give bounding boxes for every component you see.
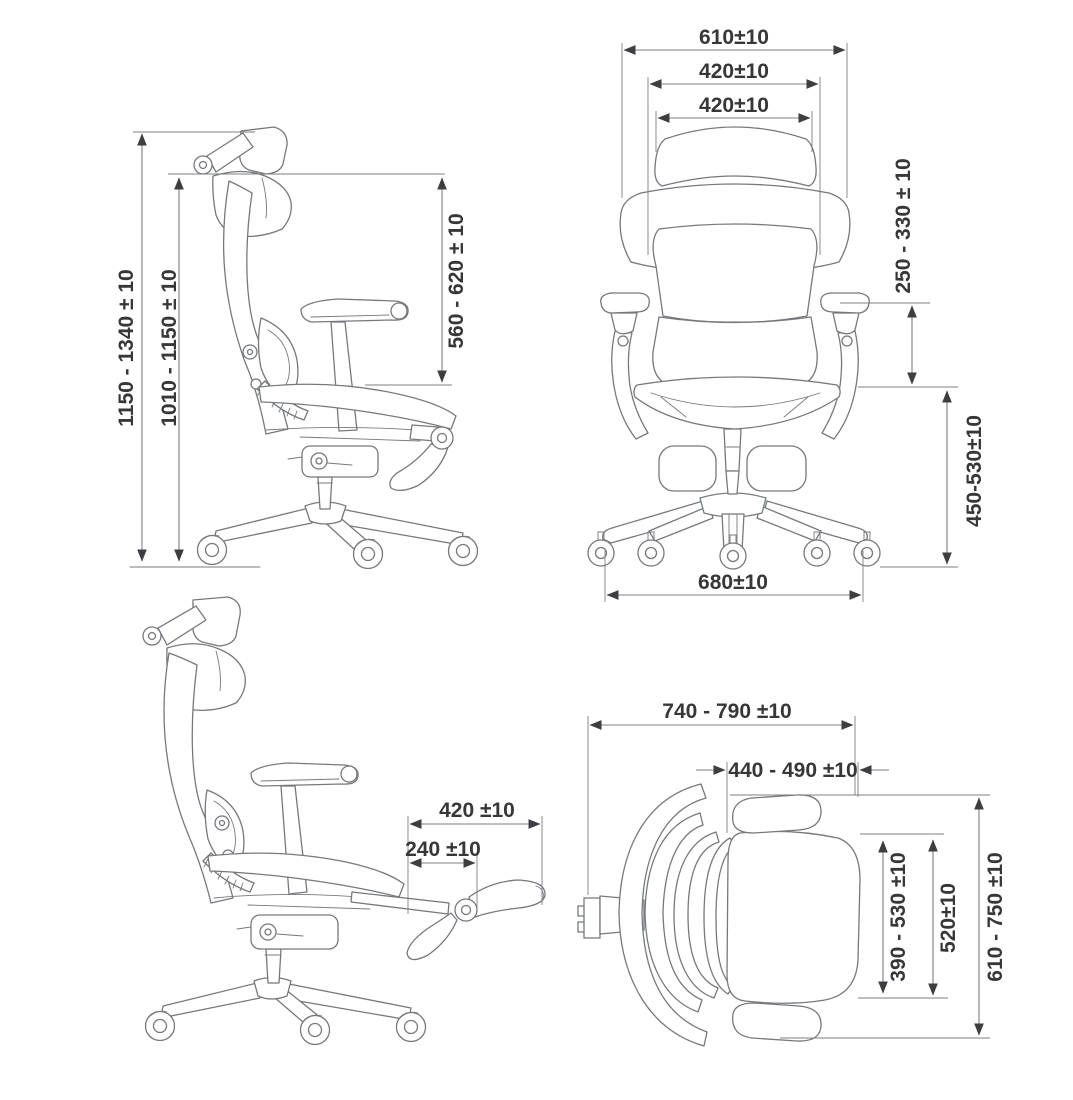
- dim-seat-height-label: 450-530±10: [963, 415, 986, 527]
- footrest-pad-left: [659, 446, 716, 491]
- dim-overall-depth-label: 740 - 790 ±10: [662, 700, 792, 723]
- dim-seat-to-back-depth-label: 440 - 490 ±10: [728, 759, 858, 782]
- front-view: [588, 26, 986, 602]
- dim-backrest-width-label: 420±10: [699, 60, 769, 83]
- dim-seat-depth: [858, 834, 948, 998]
- dim-backrest-height-label: 560 - 620 ± 10: [445, 213, 468, 349]
- dim-headrest-height: [158, 174, 445, 561]
- armrest-post: [331, 322, 357, 431]
- seat: [634, 377, 840, 429]
- top-view: [578, 700, 1007, 1046]
- gas-column: [724, 429, 741, 471]
- footrest-upper-blade: [469, 880, 545, 917]
- headrest: [655, 127, 816, 186]
- base-leg: [214, 508, 312, 543]
- dim-seat-width-label: 520±10: [937, 883, 960, 953]
- top-view-chair: [578, 784, 860, 1046]
- base-leg: [161, 983, 260, 1018]
- dim-seat-width: [933, 840, 960, 995]
- armrest-pad-top: [733, 795, 821, 833]
- footrest-pad-right: [747, 446, 806, 491]
- gas-column: [318, 477, 332, 509]
- gas-column: [266, 949, 281, 983]
- armrest-pad-bottom: [733, 1003, 821, 1041]
- dim-backrest-height: [365, 178, 468, 385]
- dim-footrest-support-label: 240 ±10: [405, 838, 481, 861]
- mid-backrest: [653, 224, 817, 322]
- dim-seat-depth-label: 390 - 530 ±10: [887, 852, 910, 982]
- dim-base-width-label: 680±10: [698, 571, 768, 594]
- dim-headrest-width-label: 420±10: [699, 94, 769, 117]
- dim-headrest-height-label: 1010 - 1150 ± 10: [158, 269, 181, 427]
- footrest-blade: [390, 444, 448, 490]
- dim-footrest-extension-label: 420 ±10: [439, 799, 515, 822]
- footrest-lower-blade: [407, 913, 457, 960]
- front-view-chair: [588, 127, 880, 569]
- dim-seat-height: [880, 391, 986, 567]
- seat-top: [727, 831, 860, 1003]
- dim-overall-width-label: 610±10: [699, 26, 769, 49]
- dim-overall-height-label: 1150 - 1340 ± 10: [115, 269, 138, 427]
- dim-overall-width-top-label: 610 - 750 ±10: [984, 852, 1007, 982]
- footrest-view: [143, 597, 545, 1045]
- dim-armrest-height-label: 250 - 330 ± 10: [892, 158, 915, 294]
- side-view: [115, 127, 478, 569]
- side-view-chair: [130, 127, 478, 569]
